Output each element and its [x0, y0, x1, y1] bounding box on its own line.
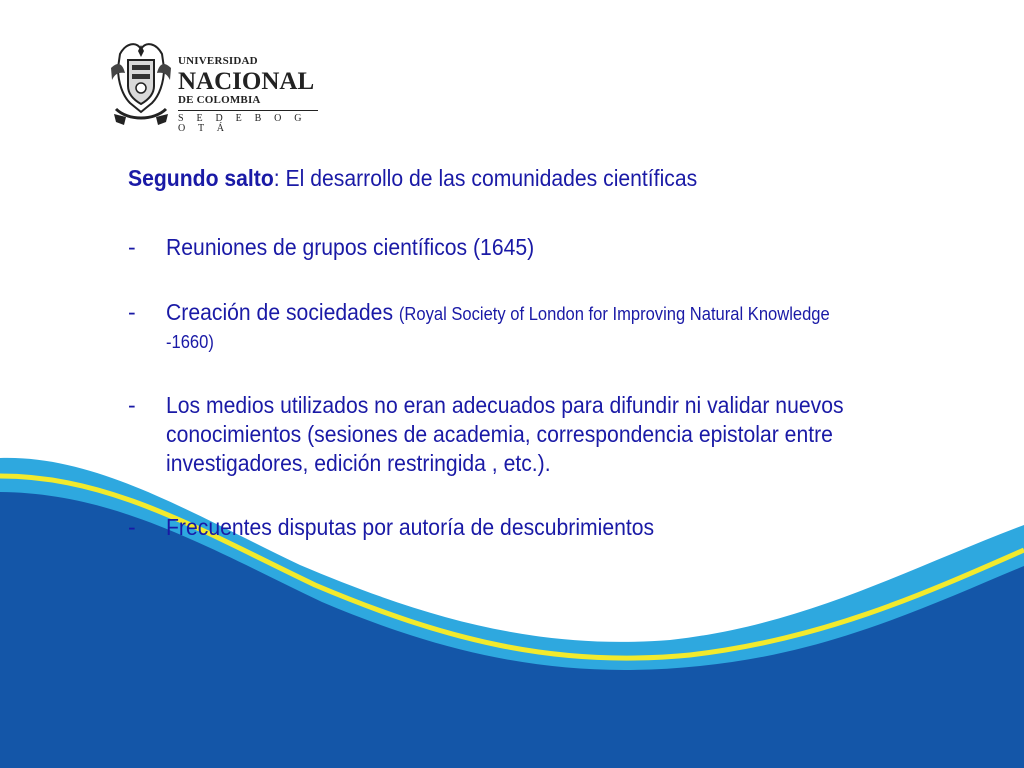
- bullet-dash: -: [128, 298, 136, 325]
- logo-sede-text: S E D E B O G O T Á: [178, 113, 307, 134]
- logo-de-colombia-text: DE COLOMBIA: [178, 95, 318, 111]
- bullet-small-text: (Royal Society of London for Improving Natural Knowledge -1660): [166, 303, 830, 353]
- bullet-main-text: Creación de sociedades: [166, 298, 399, 325]
- slide-content: [128, 164, 918, 578]
- bullet-text: Los medios utilizados no eran adecuados para difundir ni validar nuevos conocimientos (sesiones de academia, correspondencia epistolar entre investigadores, edición restringida , etc.).: [166, 392, 844, 476]
- bullet-text: Reuniones de grupos científicos (1645): [166, 233, 535, 260]
- bullet-dash: -: [128, 514, 136, 541]
- bullet-dash: -: [128, 392, 136, 418]
- slide-title-rest: : El desarrollo de las comunidades científicas: [273, 165, 698, 191]
- bullet-item: [128, 391, 918, 477]
- bullet-item: [128, 513, 918, 542]
- bullet-item: [128, 298, 918, 356]
- university-logo-text: [178, 56, 323, 134]
- university-crest-icon: [108, 38, 174, 126]
- bullet-item: [128, 233, 918, 262]
- university-logo: [108, 38, 323, 134]
- bullet-text: Frecuentes disputas por autoría de descubrimientos: [166, 514, 655, 541]
- logo-nacional-text: NACIONAL: [178, 68, 315, 95]
- slide-title: [128, 164, 855, 193]
- bullet-text: [166, 298, 858, 356]
- bullet-dash: -: [128, 233, 136, 260]
- logo-universidad-text: UNIVERSIDAD: [178, 55, 258, 67]
- bullet-list: [128, 233, 918, 542]
- slide-title-bold: Segundo salto: [128, 165, 274, 191]
